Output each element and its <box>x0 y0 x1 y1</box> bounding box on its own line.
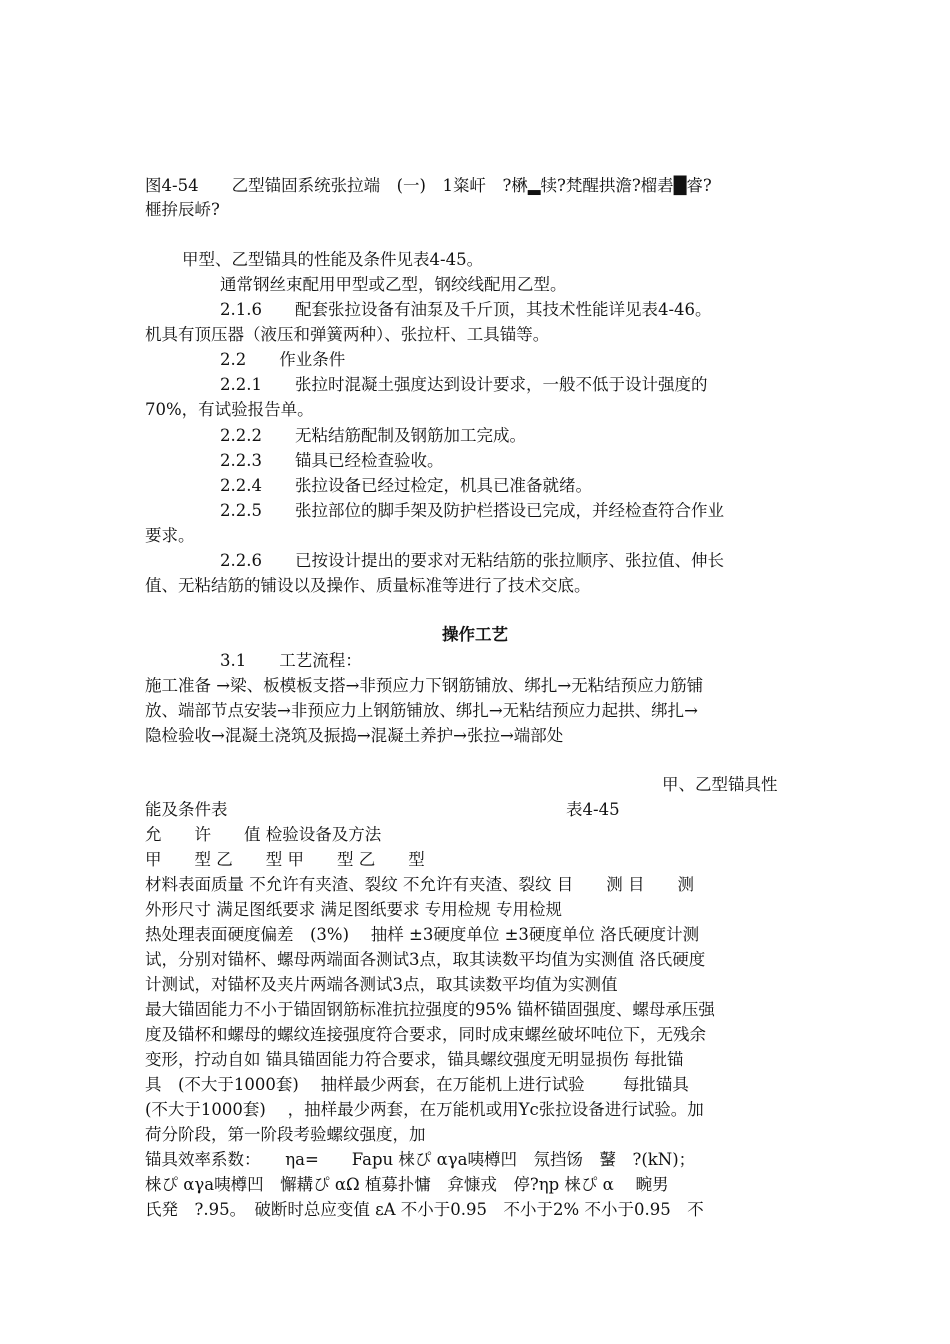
paragraph-line: 2.2.6 已按设计提出的要求对无粘结筋的张拉顺序、张拉值、伸长 <box>220 551 724 570</box>
paragraph-line: 2.2.1 张拉时混凝土强度达到设计要求，一般不低于设计强度的 <box>220 375 708 394</box>
paragraph-line: 2.2.4 张拉设备已经过检定，机具已准备就绪。 <box>220 476 592 495</box>
paragraph-line: 放、端部节点安装→非预应力上钢筋铺放、绑扎→无粘结预应力起拱、绑扎→ <box>145 701 698 720</box>
table-row: 外形尺寸 满足图纸要求 满足图纸要求 专用检规 专用检规 <box>145 900 562 919</box>
paragraph-line: 隐检验收→混凝土浇筑及振捣→混凝土养护→张拉→端部处 <box>145 726 564 745</box>
section-heading: 操作工艺 <box>442 625 508 644</box>
caption-line: 图4-54 乙型锚固系统张拉端 (一) 1粢屽 ?楙▂犊?梵醒拱澹?榴砉█睿? <box>145 176 712 195</box>
paragraph-line: 甲型、乙型锚具的性能及条件见表4-45。 <box>182 250 484 269</box>
table-number: 表4-45 <box>566 800 620 819</box>
paragraph-line: 2.2.3 锚具已经检查验收。 <box>220 451 444 470</box>
paragraph-line: 2.2 作业条件 <box>220 350 346 369</box>
table-title: 甲、乙型锚具性 <box>662 775 778 794</box>
table-row: 计测试，对锚杯及夹片两端各测试3点，取其读数平均值为实测值 <box>145 975 618 994</box>
caption-line: 榧拚辰峤? <box>145 200 220 219</box>
table-header: 允 许 值 检验设备及方法 <box>145 825 382 844</box>
table-row: 度及锚杯和螺母的螺纹连接强度符合要求，同时成束螺丝破坏吨位下，无残余 <box>145 1025 706 1044</box>
table-row: 最大锚固能力不小于锚固钢筋标准抗拉强度的95% 锚杯锚固强度、螺母承压强 <box>145 1000 715 1019</box>
table-row: 荷分阶段，第一阶段考验螺纹强度，加 <box>145 1125 426 1144</box>
table-header: 甲 型 乙 型 甲 型 乙 型 <box>145 850 425 869</box>
table-row: 热处理表面硬度偏差 (3%) 抽样 ±3硬度单位 ±3硬度单位 洛氏硬度计测 <box>145 925 700 944</box>
table-row: 氏発 ?.95。 破断时总应变值 εA 不小于0.95 不小于2% 不小于0.95 不 <box>145 1200 704 1219</box>
paragraph-line: 2.1.6 配套张拉设备有油泵及千斤顶，其技术性能详见表4-46。 <box>220 300 712 319</box>
paragraph-line: 70%，有试验报告单。 <box>145 400 314 419</box>
table-row: 锚具效率系数： ηa= Fapu 梾ぴ αγa咦樽凹 氖挡饧 鼜 ?(kN)； <box>145 1150 696 1169</box>
paragraph-line: 通常钢丝束配用甲型或乙型，钢绞线配用乙型。 <box>220 275 567 294</box>
paragraph-line: 2.2.5 张拉部位的脚手架及防护栏搭设已完成，并经检查符合作业 <box>220 501 724 520</box>
table-row: 试，分别对锚杯、螺母两端面各测试3点，取其读数平均值为实测值 洛氏硬度 <box>145 950 706 969</box>
paragraph-line: 值、无粘结筋的铺设以及操作、质量标准等进行了技术交底。 <box>145 576 591 595</box>
table-row: 具 (不大于1000套) 抽样最少两套，在万能机上进行试验 每批锚具 <box>145 1075 689 1094</box>
table-row: (不大于1000套) ，抽样最少两套，在万能机或用Yc张拉设备进行试验。加 <box>145 1100 704 1119</box>
table-row: 梾ぴ αγa咦樽凹 懈耩ぴ αΩ 植募扑慵 弇慷戎 停?ηp 梾ぴ α 畹男 <box>145 1175 669 1194</box>
table-row: 变形，拧动自如 锚具锚固能力符合要求，锚具螺纹强度无明显损伤 每批锚 <box>145 1050 684 1069</box>
paragraph-line: 2.2.2 无粘结筋配制及钢筋加工完成。 <box>220 426 526 445</box>
paragraph-line: 施工准备 →梁、板模板支搭→非预应力下钢筋铺放、绑扎→无粘结预应力筋铺 <box>145 676 704 695</box>
table-title: 能及条件表 <box>145 800 228 819</box>
table-row: 材料表面质量 不允许有夹渣、裂纹 不允许有夹渣、裂纹 目 测 目 测 <box>145 875 694 894</box>
paragraph-line: 机具有顶压器（液压和弹簧两种）、张拉杆、工具锚等。 <box>145 325 550 344</box>
paragraph-line: 3.1 工艺流程： <box>220 651 362 670</box>
paragraph-line: 要求。 <box>145 526 195 545</box>
